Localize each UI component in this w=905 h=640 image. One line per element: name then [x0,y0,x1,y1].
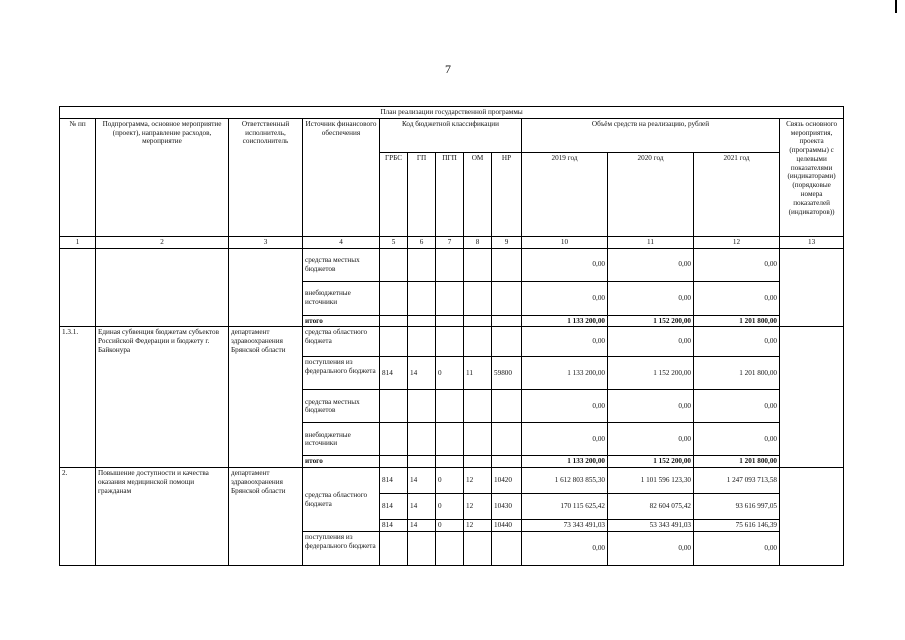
value-2020: 53 343 491,03 [608,520,694,532]
value-2020: 0,00 [608,390,694,423]
value-2021: 0,00 [694,390,780,423]
value-2021: 0,00 [694,423,780,456]
table-title-row [60,107,844,119]
source-cell: поступления из федерального бюджета [303,357,380,390]
source-cell: внебюджетные источники [303,281,380,315]
source-cell: средства местных бюджетов [303,248,380,281]
responsible-cell: департамент здравоохранения Брянской области [229,327,303,468]
cell-empty [780,468,844,566]
code-nr: 10430 [492,494,522,520]
cell-empty [96,248,229,327]
code-gp: 14 [408,357,436,390]
code-pgp: 0 [436,468,464,494]
value-2020: 1 101 596 123,30 [608,468,694,494]
cell-empty [780,327,844,468]
value-2019: 0,00 [522,423,608,456]
value-2019: 0,00 [522,248,608,281]
header-gp: ГП [408,152,436,236]
table-row [60,327,844,357]
source-cell: итого [303,456,380,468]
table-row [60,468,844,494]
value-2020: 1 152 200,00 [608,357,694,390]
code-om: 11 [464,357,492,390]
header-volume: Объём средств на реализацию, рублей [522,118,780,152]
value-2021: 1 201 800,00 [694,315,780,327]
header-grbs: ГРБС [380,152,408,236]
code-pgp: 0 [436,494,464,520]
header-budget-code: Код бюджетной классификации [380,118,522,152]
plan-table [59,106,844,566]
value-2019: 1 133 200,00 [522,315,608,327]
value-2021: 1 201 800,00 [694,357,780,390]
code-grbs: 814 [380,494,408,520]
header-link: Связь основного мероприятия, проекта (программы) с целевыми показателями (индикаторами) (порядковые номера показателей (индикаторов)) [780,118,844,236]
code-om: 12 [464,468,492,494]
source-cell: внебюджетные источники [303,423,380,456]
column-number-row [60,236,844,248]
code-om: 12 [464,520,492,532]
code-nr: 10440 [492,520,522,532]
code-pgp: 0 [436,520,464,532]
column-number: 10 [522,236,608,248]
value-2021: 75 616 146,39 [694,520,780,532]
source-cell: средства областного бюджета [303,327,380,357]
value-2019: 1 612 803 855,30 [522,468,608,494]
source-cell: поступления из федерального бюджета [303,531,380,565]
value-2020: 0,00 [608,327,694,357]
value-2021: 93 616 997,05 [694,494,780,520]
code-grbs: 814 [380,520,408,532]
row-number: 1.3.1. [60,327,96,468]
value-2019: 0,00 [522,281,608,315]
column-number: 12 [694,236,780,248]
column-number: 4 [303,236,380,248]
source-cell: средства областного бюджета [303,468,380,532]
value-2019: 0,00 [522,531,608,565]
header-row-1 [60,118,844,152]
value-2019: 170 115 625,42 [522,494,608,520]
table-title: План реализации государственной программы [60,107,844,119]
source-cell: итого [303,315,380,327]
code-nr: 10420 [492,468,522,494]
header-2021: 2021 год [694,152,780,236]
value-2019: 73 343 491,03 [522,520,608,532]
header-2019: 2019 год [522,152,608,236]
column-number: 7 [436,236,464,248]
value-2021: 0,00 [694,531,780,565]
header-num: № пп [60,118,96,236]
column-number: 9 [492,236,522,248]
code-gp: 14 [408,494,436,520]
code-nr: 59800 [492,357,522,390]
code-gp: 14 [408,468,436,494]
value-2019: 0,00 [522,327,608,357]
cell-empty [780,248,844,327]
value-2021: 0,00 [694,327,780,357]
value-2021: 1 201 800,00 [694,456,780,468]
activity-name: Повышение доступности и качества оказания медицинской помощи гражданам [96,468,229,566]
header-nr: НР [492,152,522,236]
column-number: 3 [229,236,303,248]
value-2021: 0,00 [694,281,780,315]
value-2020: 1 152 200,00 [608,315,694,327]
header-source: Источник финансового обеспечения [303,118,380,236]
responsible-cell: департамент здравоохранения Брянской области [229,468,303,566]
column-number: 6 [408,236,436,248]
code-gp: 14 [408,520,436,532]
row-number: 2. [60,468,96,566]
column-number: 5 [380,236,408,248]
page-number: 7 [445,62,451,76]
column-number: 11 [608,236,694,248]
column-number: 1 [60,236,96,248]
column-number: 13 [780,236,844,248]
column-number: 2 [96,236,229,248]
value-2021: 0,00 [694,248,780,281]
value-2020: 82 604 075,42 [608,494,694,520]
header-pgp: ПГП [436,152,464,236]
value-2019: 0,00 [522,390,608,423]
header-2020: 2020 год [608,152,694,236]
value-2020: 0,00 [608,281,694,315]
column-number: 8 [464,236,492,248]
value-2021: 1 247 093 713,58 [694,468,780,494]
code-grbs: 814 [380,468,408,494]
edge-mark [895,0,897,13]
value-2020: 0,00 [608,248,694,281]
value-2020: 0,00 [608,423,694,456]
code-pgp: 0 [436,357,464,390]
header-subprogram: Подпрограмма, основное мероприятие (проект), направление расходов, мероприятие [96,118,229,236]
value-2020: 0,00 [608,531,694,565]
activity-name: Единая субвенция бюджетам субъектов Российской Федерации и бюджету г. Байконура [96,327,229,468]
code-grbs: 814 [380,357,408,390]
cell-empty [60,248,96,327]
value-2019: 1 133 200,00 [522,357,608,390]
cell-empty [229,248,303,327]
value-2020: 1 152 200,00 [608,456,694,468]
table-row [60,248,844,281]
header-om: ОМ [464,152,492,236]
source-cell: средства местных бюджетов [303,390,380,423]
value-2019: 1 133 200,00 [522,456,608,468]
code-om: 12 [464,494,492,520]
header-responsible: Ответственный исполнитель, соисполнитель [229,118,303,236]
